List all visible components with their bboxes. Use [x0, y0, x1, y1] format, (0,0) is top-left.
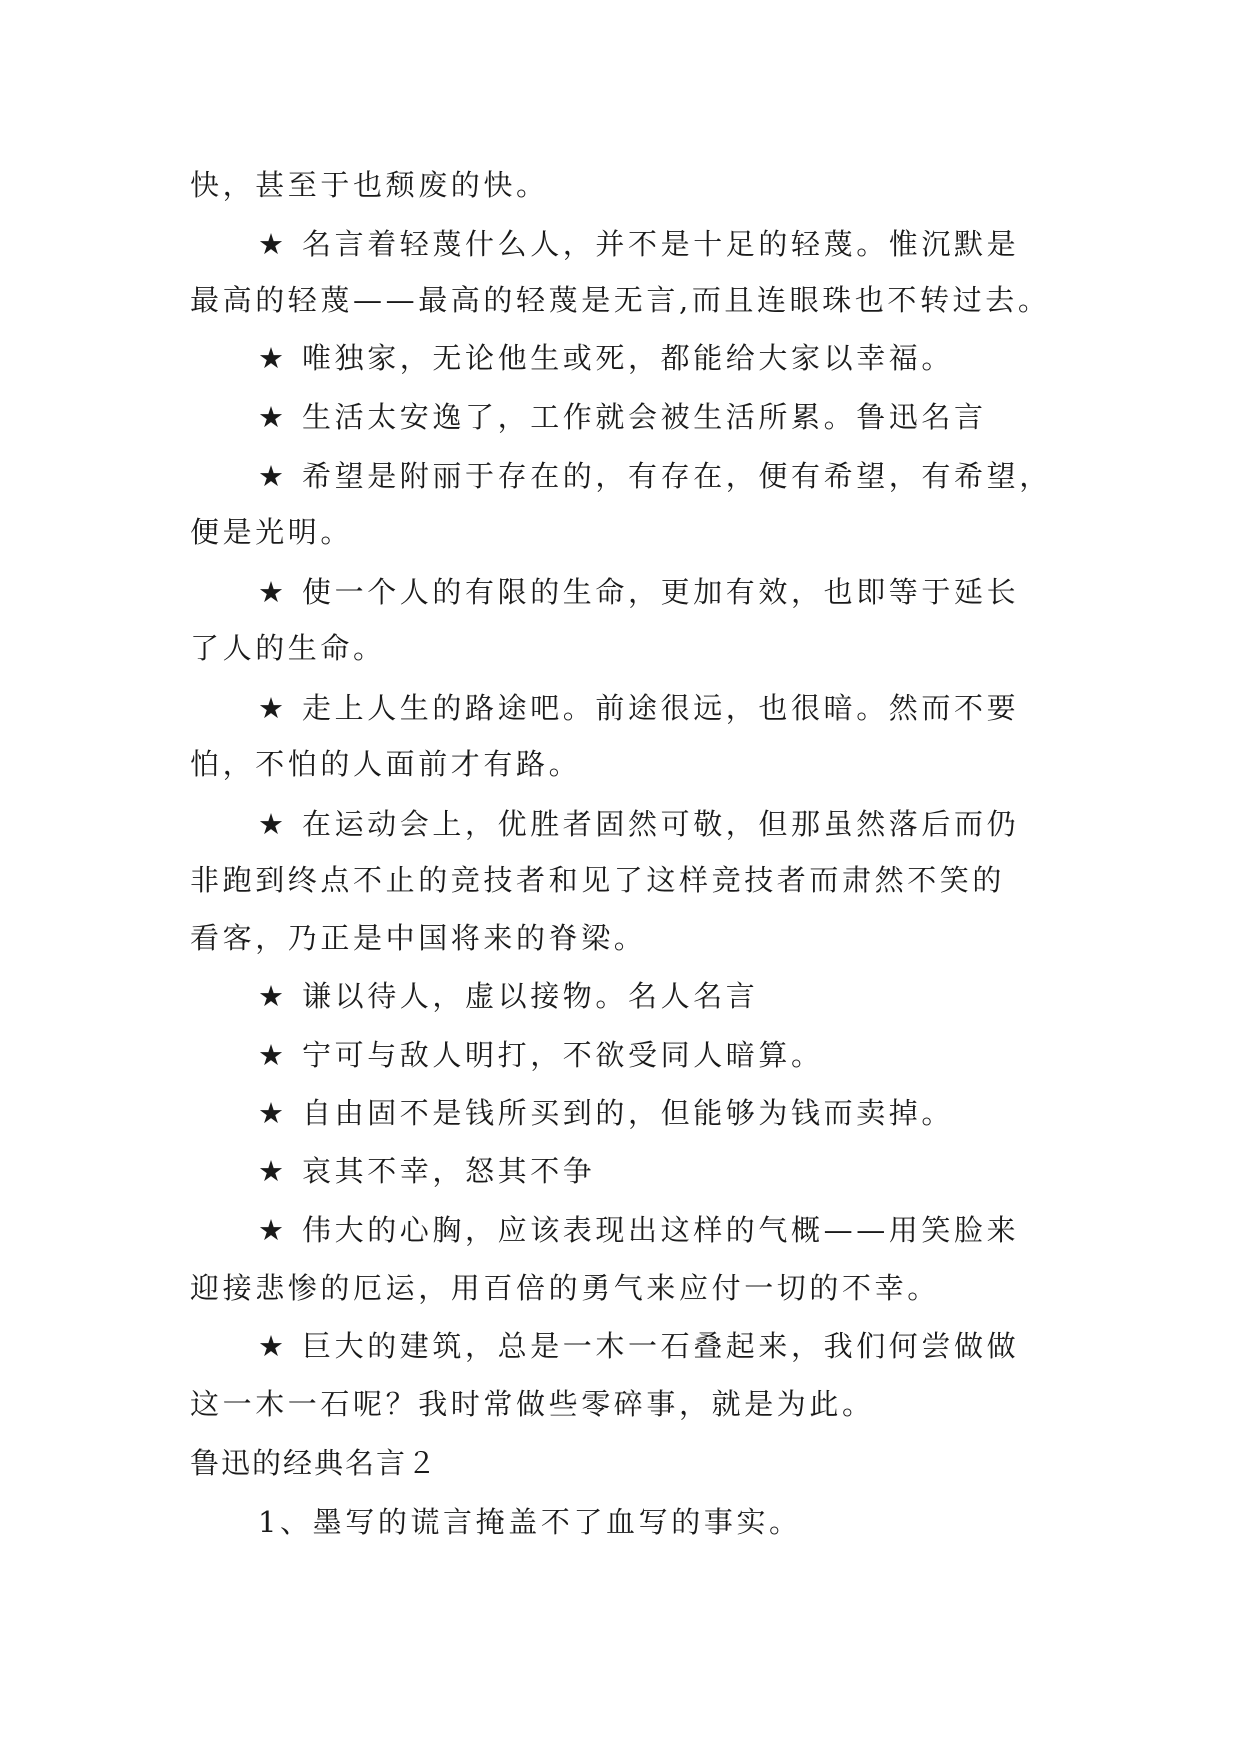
line-text: 谦以待人，虚以接物。名人名言 [302, 979, 759, 1013]
line-text: 了人的生命。 [190, 631, 386, 665]
star-bullet-icon: ★ [258, 341, 284, 375]
section-heading [190, 1443, 438, 1483]
line-text: 便是光明。 [190, 515, 354, 549]
text-line [190, 1384, 875, 1424]
text-line [190, 918, 646, 958]
line-text: 快，甚至于也颓废的快。 [190, 168, 549, 202]
star-bullet-icon: ★ [258, 575, 284, 609]
line-text: 名言着轻蔑什么人，并不是十足的轻蔑。惟沉默是 [302, 227, 1020, 261]
text-line [190, 744, 581, 784]
text-line [190, 280, 1050, 320]
line-text: 宁可与敌人明打，不欲受同人暗算。 [302, 1038, 824, 1072]
quote-line [258, 1035, 824, 1075]
star-bullet-icon: ★ [258, 1096, 284, 1130]
star-bullet-icon: ★ [258, 400, 284, 434]
line-text: 1、墨写的谎言掩盖不了血写的事实。 [258, 1505, 802, 1539]
star-bullet-icon: ★ [258, 1329, 284, 1363]
quote-line [258, 572, 1019, 612]
line-text: 这一木一石呢？我时常做些零碎事，就是为此。 [190, 1387, 875, 1421]
star-bullet-icon: ★ [258, 1038, 284, 1072]
quote-line [258, 456, 1052, 496]
line-text: 巨大的建筑，总是一木一石叠起来，我们何尝做做 [302, 1329, 1020, 1363]
text-line [190, 860, 1005, 900]
star-bullet-icon: ★ [258, 691, 284, 725]
text-line [190, 628, 386, 668]
quote-line [258, 224, 1019, 264]
text-line [190, 1268, 940, 1308]
line-text: 最高的轻蔑——最高的轻蔑是无言,而且连眼珠也不转过去。 [190, 283, 1051, 317]
star-bullet-icon: ★ [258, 1154, 284, 1188]
quote-line [258, 1093, 954, 1133]
star-bullet-icon: ★ [258, 1213, 284, 1247]
line-text: 希望是附丽于存在的，有存在，便有希望，有希望， [302, 459, 1052, 493]
line-text: 非跑到终点不止的竞技者和见了这样竞技者而肃然不笑的 [190, 863, 1006, 897]
quote-line [258, 338, 954, 378]
line-text: 哀其不幸，怒其不争 [302, 1154, 596, 1188]
text-line [190, 165, 549, 205]
line-text: 自由固不是钱所买到的，但能够为钱而卖掉。 [302, 1096, 955, 1130]
star-bullet-icon: ★ [258, 459, 284, 493]
star-bullet-icon: ★ [258, 807, 284, 841]
quote-line [258, 397, 987, 437]
quote-line [258, 1326, 1019, 1366]
line-text: 使一个人的有限的生命，更加有效，也即等于延长 [302, 575, 1020, 609]
quote-line [258, 688, 1019, 728]
line-text: 伟大的心胸，应该表现出这样的气概——用笑脸来 [302, 1213, 1020, 1247]
line-text: 鲁迅的经典名言２ [190, 1446, 439, 1480]
quote-line [258, 1210, 1019, 1250]
line-text: 在运动会上，优胜者固然可敬，但那虽然落后而仍 [302, 807, 1020, 841]
numbered-quote-line [258, 1502, 802, 1542]
quote-line [258, 976, 758, 1016]
quote-line [258, 1151, 595, 1191]
line-text: 看客，乃正是中国将来的脊梁。 [190, 921, 647, 955]
text-line [190, 512, 353, 552]
quote-line [258, 804, 1019, 844]
star-bullet-icon: ★ [258, 227, 284, 261]
line-text: 迎接悲惨的厄运，用百倍的勇气来应付一切的不幸。 [190, 1271, 940, 1305]
line-text: 唯独家，无论他生或死，都能给大家以幸福。 [302, 341, 955, 375]
line-text: 怕，不怕的人面前才有路。 [190, 747, 582, 781]
star-bullet-icon: ★ [258, 979, 284, 1013]
line-text: 生活太安逸了，工作就会被生活所累。鲁迅名言 [302, 400, 987, 434]
line-text: 走上人生的路途吧。前途很远，也很暗。然而不要 [302, 691, 1020, 725]
